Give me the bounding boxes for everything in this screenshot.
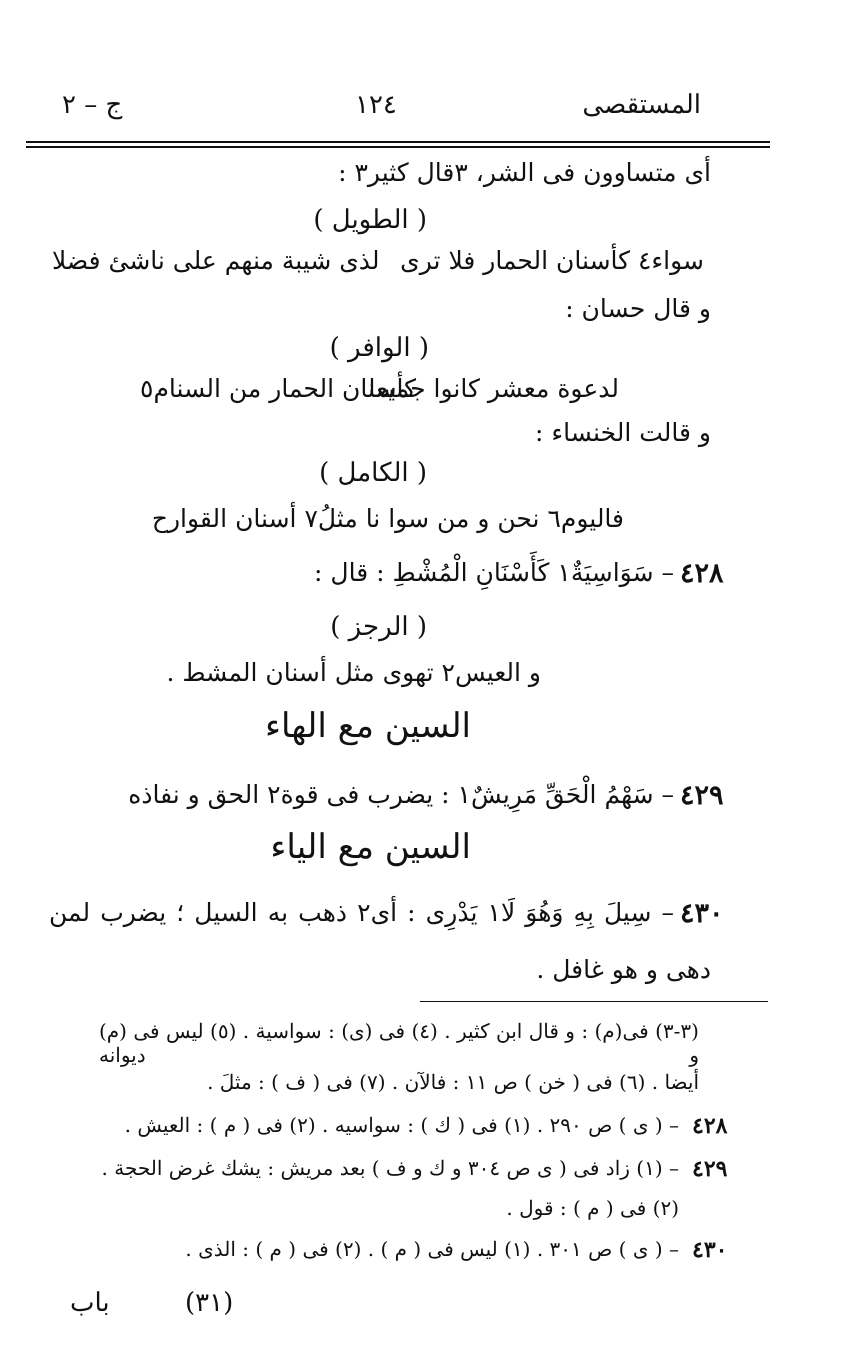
verse-hemistich: كأسنان الحمار من السنام٥ [140, 374, 417, 403]
text-line: و قال حسان : [565, 294, 711, 323]
footnote-rule [420, 1001, 768, 1002]
text-line: دهى و هو غافل . [536, 955, 711, 984]
book-title: المستقصى [582, 90, 701, 120]
entry-headword: – سَوَاسِيَةٌ١ كَأَسْنَانِ الْمُشْطِ : قال : [314, 558, 674, 587]
meter-label: ( الوافر ) [329, 333, 429, 363]
footnote-line: (٢) فى ( م ) : قول . [506, 1196, 679, 1220]
page-number: ١٢٤ [355, 90, 397, 120]
footnote-line: (٣-٣) فى(م) : و قال ابن كثير . (٤) فى (ى) : سواسية . (٥) ليس فى (م) و ديوانه [99, 1019, 699, 1067]
footnote-line: – ( ى ) ص ٣٠١ . (١) ليس فى ( م ) . (٢) فى ( م ) : الذى . [185, 1237, 679, 1261]
footnote-entry-number: ٤٢٨ [692, 1113, 728, 1139]
entry-headword: – سَهْمُ الْحَقِّ مَرِيشٌ١ : يضرب فى قوة٢ الحق و نفاذه [128, 780, 674, 809]
volume-label: ج – ٢ [62, 90, 123, 120]
catchword: باب [70, 1288, 110, 1318]
verse-hemistich: لدعوة معشر كانوا جميعا [368, 374, 619, 403]
verse-line: و العيس٢ تهوى مثل أسنان المشط . [166, 658, 541, 687]
entry-number: ٤٢٨ [680, 558, 724, 589]
meter-label: ( الطويل ) [313, 205, 427, 235]
verse-hemistich: سواء٤ كأسنان الحمار فلا ترى [400, 246, 704, 275]
footnote-line: أيضا . (٦) فى ( خن ) ص ١١ : فالآن . (٧) فى ( ف ) : مثلَ . [207, 1070, 699, 1094]
header-rule-bottom [26, 146, 770, 148]
header-rule-top [26, 141, 770, 143]
footnote-line: – ( ى ) ص ٢٩٠ . (١) فى ( ك ) : سواسيه . (٢) فى ( م ) : العيش . [124, 1113, 679, 1137]
verse-line: فاليوم٦ نحن و من سوا نا مثلُ٧ أسنان القوارح [151, 504, 624, 533]
text-line: أى متساوون فى الشر، ٣قال كثير٣ : [338, 158, 711, 187]
footnote-entry-number: ٤٣٠ [692, 1237, 728, 1263]
entry-headword: – سِيلَ بِهِ وَهُوَ لَا١ يَدْرِى : أى٢ ذهب به السيل ؛ يضرب لمن [49, 898, 675, 927]
footnote-entry-number: ٤٢٩ [692, 1156, 728, 1182]
signature-mark: (٣١) [185, 1288, 234, 1318]
footnote-line: – (١) زاد فى ( ى ص ٣٠٤ و ك و ف ) بعد مريش : يشك غرض الحجة . [101, 1156, 679, 1180]
verse-hemistich: لذى شيبة منهم على ناشئ فضلا [52, 246, 380, 275]
meter-label: ( الكامل ) [319, 458, 427, 488]
entry-number: ٤٢٩ [680, 780, 724, 811]
entry-number: ٤٣٠ [680, 898, 724, 929]
section-heading: السين مع الياء [270, 827, 471, 867]
meter-label: ( الرجز ) [330, 612, 427, 642]
text-line: و قالت الخنساء : [535, 418, 711, 447]
section-heading: السين مع الهاء [264, 706, 471, 746]
